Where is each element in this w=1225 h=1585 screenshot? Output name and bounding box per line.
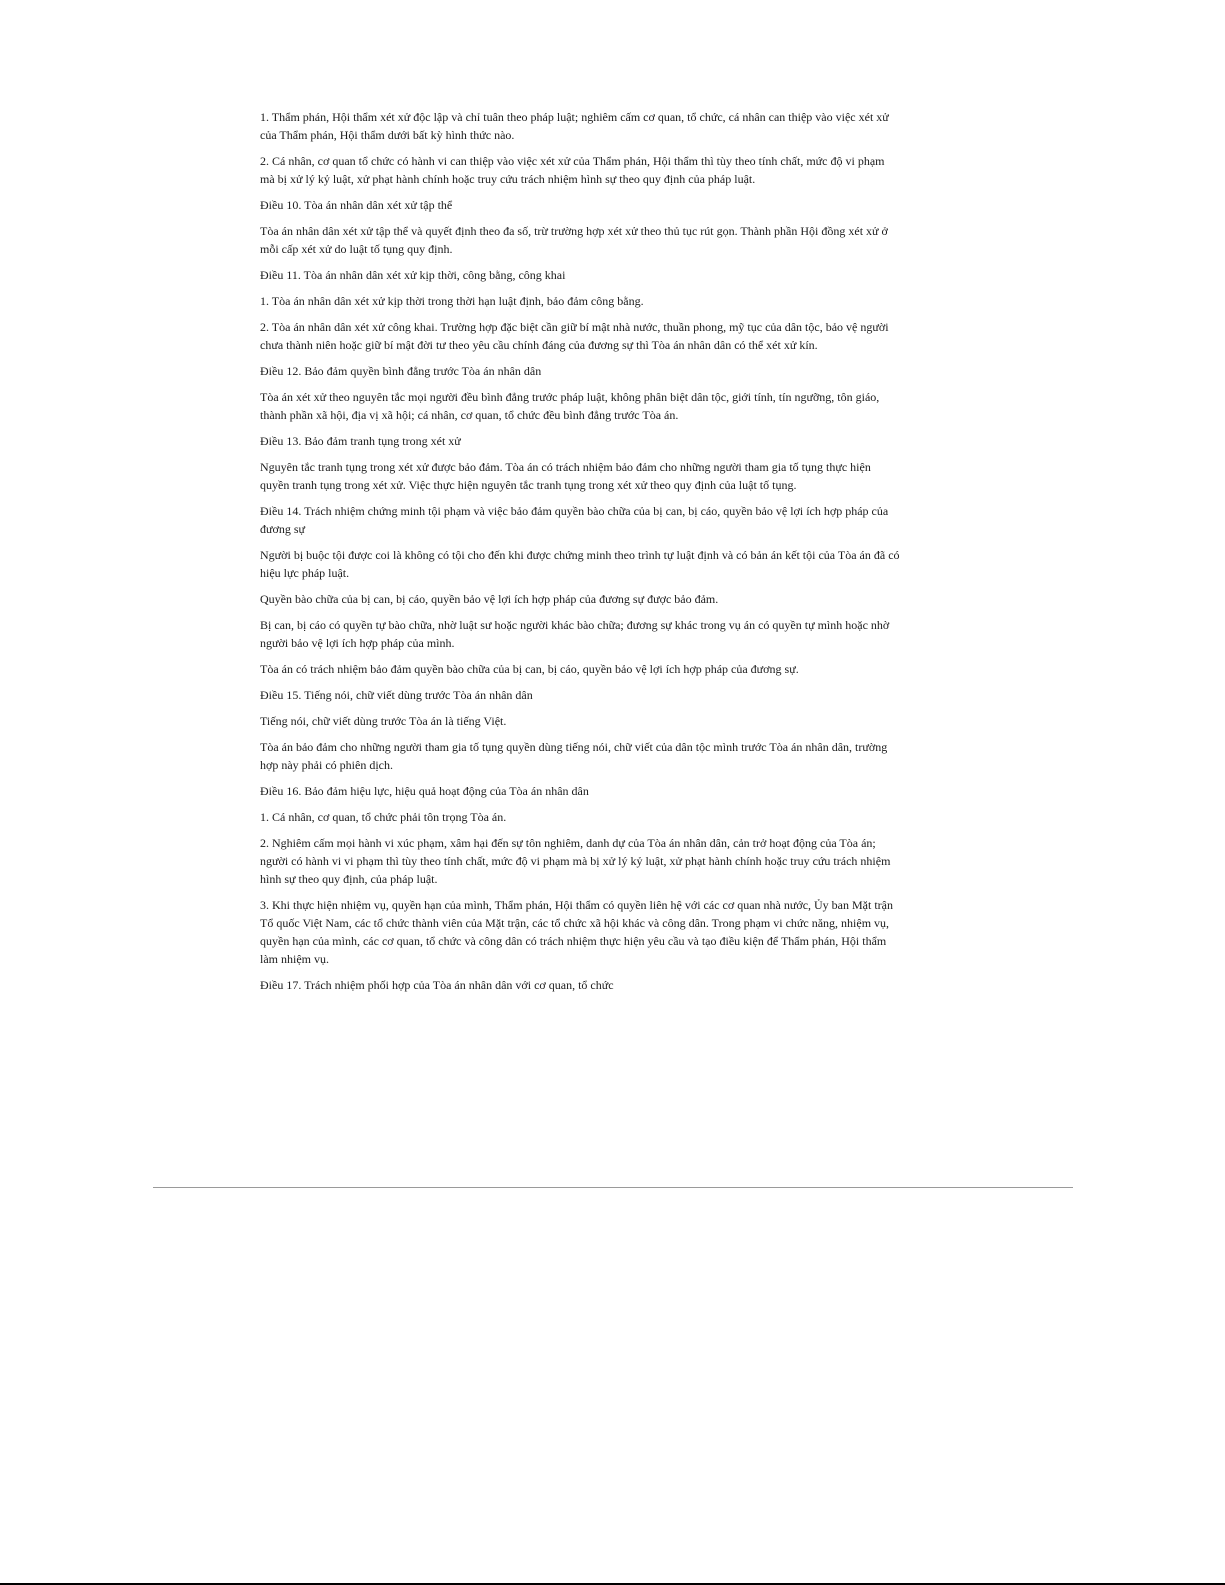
page-divider [153, 1187, 1073, 1188]
paragraph: 2. Nghiêm cấm mọi hành vi xúc phạm, xâm hại đến sự tôn nghiêm, danh dự của Tòa án nhân dân, cản trở hoạt động của Tòa án; người có hành vi vi phạm thì tùy theo tính chất, mức độ vi phạm mà bị xử lý kỷ luật, xử phạt hành chính hoặc truy cứu trách nhiệm hình sự theo quy định, của pháp luật. [260, 836, 891, 886]
article-heading: Điều 10. Tòa án nhân dân xét xử tập thể [260, 198, 453, 212]
paragraph: Tòa án nhân dân xét xử tập thể và quyết định theo đa số, trừ trường hợp xét xử theo thủ tục rút gọn. Thành phần Hội đồng xét xử ở mỗi cấp xét xử do luật tố tụng quy định. [260, 224, 888, 256]
paragraph: 2. Cá nhân, cơ quan tổ chức có hành vi can thiệp vào việc xét xử của Thẩm phán, Hội thẩm thì tùy theo tính chất, mức độ vi phạm mà bị xử lý kỷ luật, xử phạt hành chính hoặc truy cứu trách nhiệm hình sự theo quy định của pháp luật. [260, 154, 885, 186]
paragraph: 1. Cá nhân, cơ quan, tổ chức phải tôn trọng Tòa án. [260, 810, 507, 824]
article-heading: Điều 16. Bảo đảm hiệu lực, hiệu quả hoạt động của Tòa án nhân dân [260, 784, 589, 798]
paragraph: Người bị buộc tội được coi là không có tội cho đến khi được chứng minh theo trình tự luật định và có bản án kết tội của Tòa án đã có hiệu lực pháp luật. [260, 548, 900, 580]
paragraph: Bị can, bị cáo có quyền tự bào chữa, nhờ luật sư hoặc người khác bào chữa; đương sự khác trong vụ án có quyền tự mình hoặc nhờ người bảo vệ lợi ích hợp pháp của mình. [260, 618, 890, 650]
paragraph: Tiếng nói, chữ viết dùng trước Tòa án là tiếng Việt. [260, 714, 507, 728]
article-heading: Điều 13. Bảo đảm tranh tụng trong xét xử [260, 434, 461, 448]
article-heading: Điều 12. Bảo đảm quyền bình đẳng trước Tòa án nhân dân [260, 364, 542, 378]
paragraph: 1. Tòa án nhân dân xét xử kịp thời trong thời hạn luật định, bảo đảm công bằng. [260, 294, 644, 308]
paragraph: Tòa án có trách nhiệm bảo đảm quyền bào chữa của bị can, bị cáo, quyền bảo vệ lợi ích hợp pháp của đương sự. [260, 662, 799, 676]
article-heading: Điều 11. Tòa án nhân dân xét xử kịp thời, công bằng, công khai [260, 268, 566, 282]
paragraph: 2. Tòa án nhân dân xét xử công khai. Trường hợp đặc biệt cần giữ bí mật nhà nước, thuần phong, mỹ tục của dân tộc, bảo vệ người chưa thành niên hoặc giữ bí mật đời tư theo yêu cầu chính đáng của đương sự thì Tòa án nhân dân có thể xét xử kín. [260, 320, 889, 352]
article-heading: Điều 14. Trách nhiệm chứng minh tội phạm và việc bảo đảm quyền bào chữa của bị can, bị cáo, quyền bảo vệ lợi ích hợp pháp của đương sự [260, 504, 889, 536]
document-body [260, 108, 900, 1002]
article-heading: Điều 15. Tiếng nói, chữ viết dùng trước Tòa án nhân dân [260, 688, 533, 702]
paragraph: 1. Thẩm phán, Hội thẩm xét xử độc lập và chỉ tuân theo pháp luật; nghiêm cấm cơ quan, tổ chức, cá nhân can thiệp vào việc xét xử của Thẩm phán, Hội thẩm dưới bất kỳ hình thức nào. [260, 110, 889, 142]
paragraph: Quyền bào chữa của bị can, bị cáo, quyền bảo vệ lợi ích hợp pháp của đương sự được bảo đảm. [260, 592, 719, 606]
paragraph: Tòa án xét xử theo nguyên tắc mọi người đều bình đẳng trước pháp luật, không phân biệt dân tộc, giới tính, tín ngưỡng, tôn giáo, thành phần xã hội, địa vị xã hội; cá nhân, cơ quan, tổ chức đều bình đẳng trước Tòa án. [260, 390, 880, 422]
paragraph: 3. Khi thực hiện nhiệm vụ, quyền hạn của mình, Thẩm phán, Hội thẩm có quyền liên hệ với các cơ quan nhà nước, Ủy ban Mặt trận Tổ quốc Việt Nam, các tổ chức thành viên của Mặt trận, các tổ chức xã hội khác và công dân. Trong phạm vi chức năng, nhiệm vụ, quyền hạn của mình, các cơ quan, tổ chức và công dân có trách nhiệm thực hiện yêu cầu và tạo điều kiện để Thẩm phán, Hội thẩm làm nhiệm vụ. [260, 898, 893, 966]
paragraph: Nguyên tắc tranh tụng trong xét xử được bảo đảm. Tòa án có trách nhiệm bảo đảm cho những người tham gia tố tụng thực hiện quyền tranh tụng trong xét xử. Việc thực hiện nguyên tắc tranh tụng trong xét xử theo quy định của luật tố tụng. [260, 460, 871, 492]
paragraph: Tòa án bảo đảm cho những người tham gia tố tụng quyền dùng tiếng nói, chữ viết của dân tộc mình trước Tòa án nhân dân, trường hợp này phải có phiên dịch. [260, 740, 888, 772]
article-heading: Điều 17. Trách nhiệm phối hợp của Tòa án nhân dân với cơ quan, tổ chức [260, 978, 614, 992]
